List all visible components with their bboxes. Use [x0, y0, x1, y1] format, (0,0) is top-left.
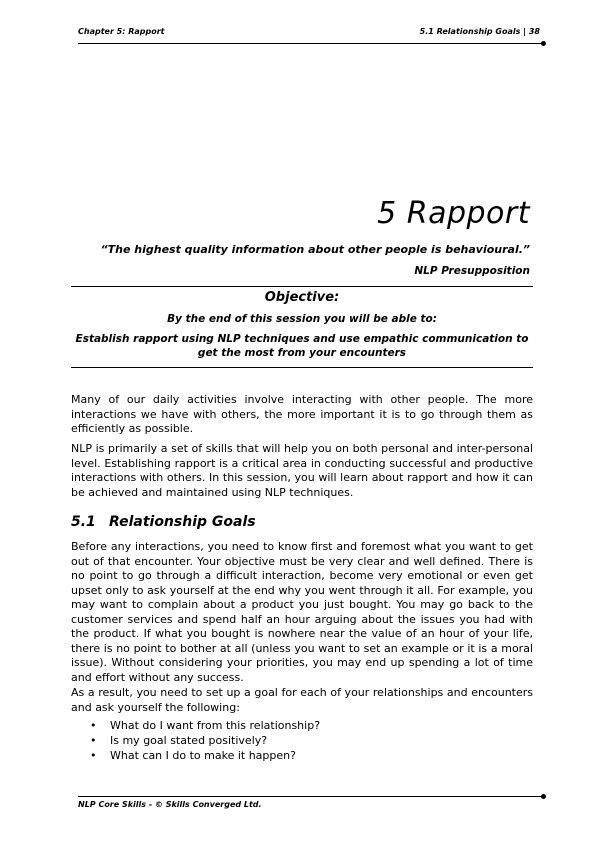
objective-bottom-rule [71, 367, 533, 368]
header-chapter-label: Chapter 5: Rapport [78, 27, 165, 36]
header-rule [78, 43, 543, 44]
running-header [78, 27, 540, 41]
list-item: • What do I want from this relationship? [90, 718, 320, 733]
section-heading [71, 514, 256, 530]
objective-text: Establish rapport using NLP techniques and use empathic communication to get the most from your encounters [75, 333, 529, 359]
quote-source: NLP Presupposition [414, 265, 530, 277]
section-paragraph-1: Before any interactions, you need to know first and foremost what you want to get out of that encounter. Your objective must be very clear and well defined. There is no point to go through a difficult interaction, become very emotional or even get upset only to ask yourself at the end why you went through it all. For example, you may want to complain about a product you just bought. You may go back to the customer services and spend half an hour arguing about the issues you had with the product. If what you bought is nowhere near the value of an hour of your life, there is no point to bother at all (unless you want to set an example or it is a moral issue). Without considering your priorities, you may end up spending a lot of time and effort without any success. [71, 540, 533, 684]
intro-paragraph-1: Many of our daily activities involve interacting with other people. The more interactions we have with others, the more important it is to go through them as efficiently as possible. [71, 393, 533, 435]
section-paragraph-2: As a result, you need to set up a goal for each of your relationships and encounters and ask yourself the following: [71, 686, 533, 714]
header-section-page: 5.1 Relationship Goals | 38 [419, 27, 540, 36]
intro-paragraph-2: NLP is primarily a set of skills that will help you on both personal and inter-personal level. Establishing rapport is a critical area in conducting successful and productive interactions with others. In this session, you will learn about rapport and how it can be achieved and maintained using NLP techniques. [71, 442, 533, 499]
chapter-title: 5 Rapport [377, 196, 530, 231]
objective-top-rule [71, 286, 533, 287]
section-title: Relationship Goals [109, 514, 256, 530]
chapter-quote: “The highest quality information about other people is behavioural.” [100, 243, 530, 256]
objective-subheading: By the end of this session you will be able to: [167, 313, 437, 325]
objective-heading: Objective: [264, 290, 340, 305]
footer-copyright: NLP Core Skills - © Skills Converged Ltd. [78, 800, 262, 809]
list-item: • Is my goal stated positively? [90, 733, 320, 748]
goal-questions-list [90, 718, 320, 763]
footer-rule-dot [541, 794, 546, 799]
header-rule-dot [541, 41, 546, 46]
list-item: • What can I do to make it happen? [90, 748, 320, 763]
footer-rule [78, 796, 543, 797]
section-number: 5.1 [71, 514, 96, 530]
